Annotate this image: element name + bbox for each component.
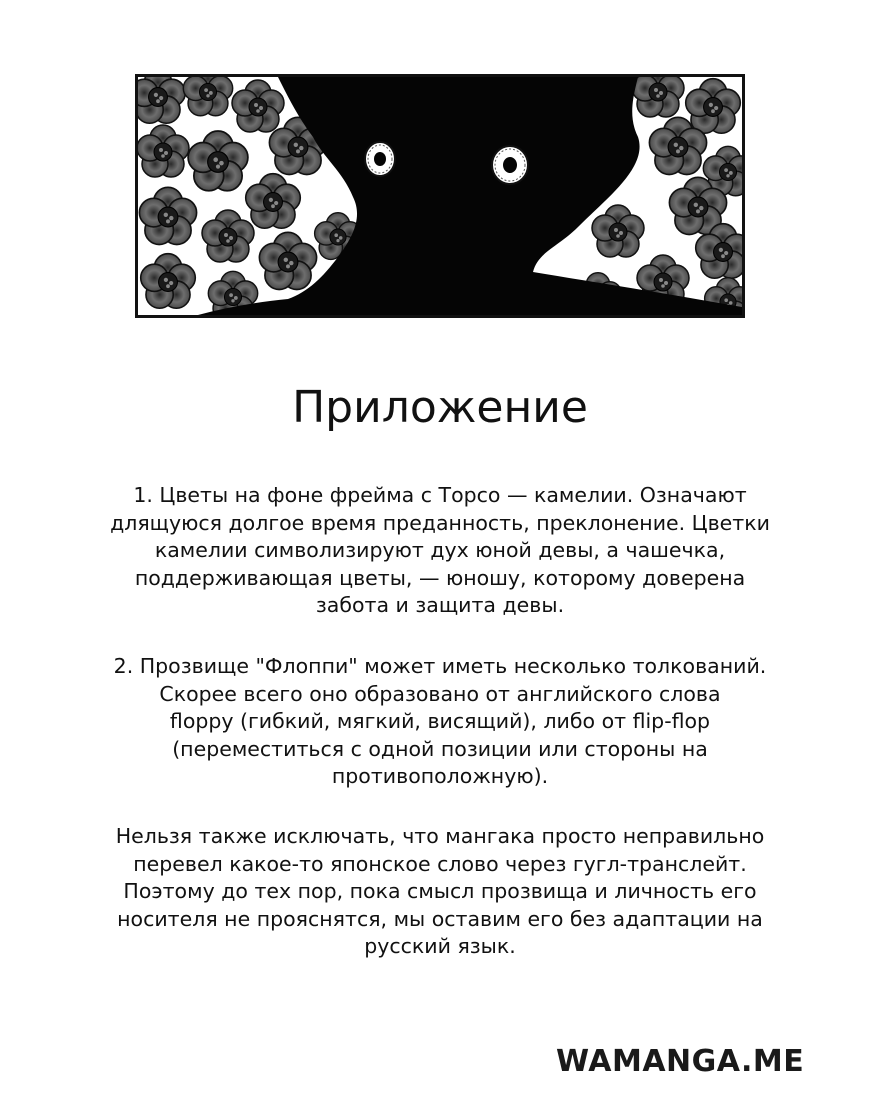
- camellia-figure-illustration: [138, 77, 742, 315]
- paragraph-line: 2. Прозвище "Флоппи" может иметь несколько толкований.: [113, 654, 767, 678]
- note-paragraph-translation: [80, 823, 800, 961]
- paragraph-line: (переместиться с одной позиции или стороны на: [172, 736, 708, 761]
- paragraph-line: Нельзя также исключать, что мангака просто неправильно: [115, 824, 765, 848]
- note-paragraph-floppy: [80, 653, 800, 791]
- paragraph-line: камелии символизируют дух юной девы, а чашечка,: [154, 538, 726, 562]
- paragraph-line: перевел какое-то японское слово через гугл-транслейт.: [133, 851, 747, 876]
- paragraph-line: 1. Цветы на фоне фрейма с Торсо — камелии. Означают: [133, 483, 747, 507]
- paragraph-line: длящуюся долгое время преданность, преклонение. Цветки: [110, 510, 770, 535]
- note-paragraph-camellias: [80, 482, 800, 620]
- paragraph-line: floppy (гибкий, мягкий, висящий), либо от flip-flop: [169, 709, 711, 733]
- paragraph-line: носителя не прояснятся, мы оставим его без адаптации на: [117, 906, 763, 931]
- manga-illustration-panel: [135, 74, 745, 318]
- paragraph-line: забота и защита девы.: [315, 593, 565, 617]
- figure-eye-right: [492, 146, 528, 184]
- paragraph-line: русский язык.: [364, 934, 516, 958]
- paragraph-line: противоположную).: [331, 764, 549, 788]
- figure-eye-left: [365, 142, 395, 176]
- paragraph-line: поддерживающая цветы, — юношу, которому доверена: [134, 565, 746, 590]
- page-title: Приложение: [292, 382, 588, 433]
- paragraph-line: Поэтому до тех пор, пока смысл прозвища и личность его: [123, 879, 757, 903]
- site-watermark: WAMANGA.ME: [556, 1044, 805, 1079]
- paragraph-line: Скорее всего оно образовано от английского слова: [159, 681, 721, 706]
